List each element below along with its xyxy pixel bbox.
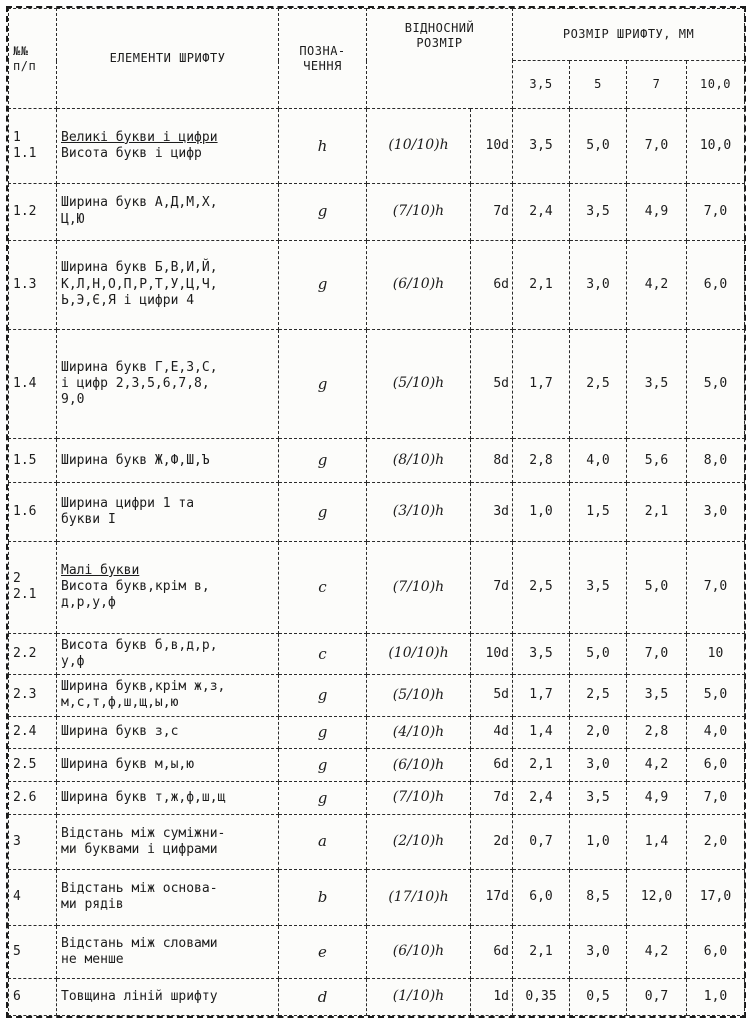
table-row xyxy=(9,240,745,330)
element-description xyxy=(57,183,279,240)
row-number: 5 xyxy=(9,926,57,978)
size-value: 8,0 xyxy=(687,439,745,483)
size-value: 3,5 xyxy=(570,541,627,633)
relative-size-d: 6d xyxy=(471,240,513,330)
designation-symbol: c xyxy=(279,633,367,675)
relative-size: (4/10)h xyxy=(367,716,471,749)
size-value: 7,0 xyxy=(687,782,745,815)
element-description xyxy=(57,814,279,869)
table-row xyxy=(9,109,745,183)
size-value: 0,5 xyxy=(570,978,627,1015)
font-elements-table xyxy=(8,8,745,1016)
element-text: Товщина ліній шрифту xyxy=(61,988,218,1004)
size-value: 4,2 xyxy=(627,240,687,330)
size-value: 2,0 xyxy=(687,814,745,869)
row-number: 1.4 xyxy=(9,330,57,439)
relative-size-d: 1d xyxy=(471,978,513,1015)
designation-symbol: g xyxy=(279,749,367,782)
relative-size: (5/10)h xyxy=(367,330,471,439)
size-value: 2,1 xyxy=(513,240,570,330)
size-value: 4,2 xyxy=(627,926,687,978)
size-value: 3,0 xyxy=(687,482,745,541)
designation-symbol: a xyxy=(279,814,367,869)
element-description xyxy=(57,633,279,675)
table-row xyxy=(9,439,745,483)
size-value: 6,0 xyxy=(687,926,745,978)
size-value: 17,0 xyxy=(687,869,745,926)
row-number: 4 xyxy=(9,869,57,926)
designation-symbol: g xyxy=(279,439,367,483)
size-value: 4,0 xyxy=(687,716,745,749)
relative-size: (8/10)h xyxy=(367,439,471,483)
row-number: 2.3 xyxy=(9,675,57,717)
table-row xyxy=(9,183,745,240)
size-value: 2,1 xyxy=(627,482,687,541)
size-value: 5,0 xyxy=(570,633,627,675)
relative-size-d: 8d xyxy=(471,439,513,483)
row-number: 1.5 xyxy=(9,439,57,483)
size-value: 5,0 xyxy=(627,541,687,633)
header-size-10: 10,0 xyxy=(687,61,745,109)
element-text: Ширина букв Б,В,И,Й, К,Л,Н,О,П,Р,Т,У,Ц,Ч, Ь,Э,Є,Я і цифри 4 xyxy=(61,260,218,308)
size-value: 6,0 xyxy=(687,749,745,782)
element-text: Ширина букв А,Д,М,Х, Ц,Ю xyxy=(61,195,218,227)
size-value: 1,7 xyxy=(513,330,570,439)
size-value: 1,0 xyxy=(570,814,627,869)
header-designation: ПОЗНА- ЧЕННЯ xyxy=(279,9,367,109)
size-value: 10,0 xyxy=(687,109,745,183)
size-value: 0,7 xyxy=(513,814,570,869)
size-value: 2,8 xyxy=(513,439,570,483)
size-value: 4,9 xyxy=(627,183,687,240)
size-value: 2,5 xyxy=(570,675,627,717)
size-value: 3,0 xyxy=(570,240,627,330)
element-text: Ширина букв Ж,Ф,Ш,Ъ xyxy=(61,452,210,468)
element-text: Відстань між основа- ми рядів xyxy=(61,881,218,913)
designation-symbol: e xyxy=(279,926,367,978)
element-description xyxy=(57,869,279,926)
size-value: 1,4 xyxy=(513,716,570,749)
size-value: 2,5 xyxy=(570,330,627,439)
element-text: Ширина букв Г,Е,З,С, і цифр 2,3,5,6,7,8, 9,0 xyxy=(61,359,218,408)
element-description xyxy=(57,240,279,330)
header-size: РОЗМІР ШРИФТУ, ММ xyxy=(513,9,745,61)
element-text: Ширина букв м,ы,ю xyxy=(61,757,195,773)
element-description xyxy=(57,675,279,717)
relative-size-d: 3d xyxy=(471,482,513,541)
size-value: 1,7 xyxy=(513,675,570,717)
size-value: 7,0 xyxy=(627,109,687,183)
element-description xyxy=(57,439,279,483)
size-value: 1,4 xyxy=(627,814,687,869)
size-value: 2,0 xyxy=(570,716,627,749)
size-value: 2,5 xyxy=(513,541,570,633)
size-value: 3,0 xyxy=(570,749,627,782)
element-description xyxy=(57,782,279,815)
table-row xyxy=(9,633,745,675)
size-value: 5,0 xyxy=(687,675,745,717)
size-value: 5,6 xyxy=(627,439,687,483)
size-value: 3,5 xyxy=(570,782,627,815)
header-size-5: 5 xyxy=(570,61,627,109)
size-value: 2,4 xyxy=(513,782,570,815)
designation-symbol: b xyxy=(279,869,367,926)
row-number: 2.5 xyxy=(9,749,57,782)
size-value: 4,0 xyxy=(570,439,627,483)
size-value: 2,1 xyxy=(513,926,570,978)
element-description xyxy=(57,926,279,978)
element-text: Висота букв б,в,д,р, у,ф xyxy=(61,637,218,669)
element-text: Висота букв і цифр xyxy=(61,146,202,162)
designation-symbol: g xyxy=(279,782,367,815)
header-size-7: 7 xyxy=(627,61,687,109)
row-number: 2.6 xyxy=(9,782,57,815)
size-value: 4,9 xyxy=(627,782,687,815)
size-value: 1,0 xyxy=(687,978,745,1015)
table-row xyxy=(9,716,745,749)
row-number: 1.6 xyxy=(9,482,57,541)
element-description xyxy=(57,541,279,633)
size-value: 3,5 xyxy=(627,330,687,439)
designation-symbol: c xyxy=(279,541,367,633)
header-size-3-5: 3,5 xyxy=(513,61,570,109)
designation-symbol: g xyxy=(279,240,367,330)
table-row xyxy=(9,541,745,633)
relative-size-d: 17d xyxy=(471,869,513,926)
size-value: 3,0 xyxy=(570,926,627,978)
element-text: Висота букв,крім в, д,р,у,ф xyxy=(61,579,210,611)
size-value: 7,0 xyxy=(687,541,745,633)
section-title: Великі букви і цифри xyxy=(61,129,218,145)
size-value: 2,1 xyxy=(513,749,570,782)
size-value: 7,0 xyxy=(687,183,745,240)
relative-size: (7/10)h xyxy=(367,541,471,633)
element-text: Ширина букв з,с xyxy=(61,724,179,740)
element-description xyxy=(57,482,279,541)
relative-size: (7/10)h xyxy=(367,183,471,240)
designation-symbol: g xyxy=(279,183,367,240)
size-value: 4,2 xyxy=(627,749,687,782)
table-row xyxy=(9,782,745,815)
section-title: Малі букви xyxy=(61,562,140,578)
row-number: 6 xyxy=(9,978,57,1015)
designation-symbol: d xyxy=(279,978,367,1015)
element-text: Ширина цифри 1 та букви І xyxy=(61,495,195,527)
row-number: 3 xyxy=(9,814,57,869)
element-description xyxy=(57,978,279,1015)
element-text: Ширина букв т,ж,ф,ш,щ xyxy=(61,789,226,805)
size-value: 1,0 xyxy=(513,482,570,541)
table-row xyxy=(9,978,745,1015)
designation-symbol: g xyxy=(279,482,367,541)
size-value: 10 xyxy=(687,633,745,675)
relative-size-d: 10d xyxy=(471,633,513,675)
element-text: Відстань між суміжни- ми буквами і цифрами xyxy=(61,825,226,857)
element-text: Ширина букв,крім ж,з, м,с,т,ф,ш,щ,ы,ю xyxy=(61,679,226,711)
table-row xyxy=(9,675,745,717)
header-num: №№ п/п xyxy=(9,9,57,109)
relative-size-d: 5d xyxy=(471,330,513,439)
header-row xyxy=(9,9,745,61)
relative-size: (6/10)h xyxy=(367,749,471,782)
element-description xyxy=(57,109,279,183)
relative-size-d: 6d xyxy=(471,926,513,978)
element-description xyxy=(57,330,279,439)
relative-size: (6/10)h xyxy=(367,926,471,978)
size-value: 3,5 xyxy=(513,109,570,183)
header-elements: ЕЛЕМЕНТИ ШРИФТУ xyxy=(57,9,279,109)
row-number: 2.2 xyxy=(9,633,57,675)
table-row xyxy=(9,926,745,978)
size-value: 1,5 xyxy=(570,482,627,541)
size-value: 2,4 xyxy=(513,183,570,240)
row-number: 2.4 xyxy=(9,716,57,749)
relative-size-d: 2d xyxy=(471,814,513,869)
relative-size-d: 10d xyxy=(471,109,513,183)
relative-size: (1/10)h xyxy=(367,978,471,1015)
relative-size: (10/10)h xyxy=(367,109,471,183)
element-text: Відстань між словами не менше xyxy=(61,935,218,968)
size-value: 5,0 xyxy=(687,330,745,439)
size-value: 0,7 xyxy=(627,978,687,1015)
table-row xyxy=(9,869,745,926)
size-value: 6,0 xyxy=(687,240,745,330)
table-row xyxy=(9,330,745,439)
designation-symbol: g xyxy=(279,716,367,749)
font-elements-table-sheet xyxy=(6,6,746,1018)
size-value: 6,0 xyxy=(513,869,570,926)
relative-size: (3/10)h xyxy=(367,482,471,541)
designation-symbol: h xyxy=(279,109,367,183)
designation-symbol: g xyxy=(279,675,367,717)
size-value: 3,5 xyxy=(627,675,687,717)
relative-size: (10/10)h xyxy=(367,633,471,675)
relative-size: (2/10)h xyxy=(367,814,471,869)
relative-size: (17/10)h xyxy=(367,869,471,926)
table-row xyxy=(9,814,745,869)
size-value: 2,8 xyxy=(627,716,687,749)
row-number: 2 2.1 xyxy=(9,541,57,633)
table-row xyxy=(9,749,745,782)
size-value: 7,0 xyxy=(627,633,687,675)
element-description xyxy=(57,749,279,782)
relative-size-d: 7d xyxy=(471,782,513,815)
size-value: 0,35 xyxy=(513,978,570,1015)
relative-size: (6/10)h xyxy=(367,240,471,330)
relative-size-d: 7d xyxy=(471,183,513,240)
size-value: 5,0 xyxy=(570,109,627,183)
size-value: 3,5 xyxy=(513,633,570,675)
size-value: 3,5 xyxy=(570,183,627,240)
element-description xyxy=(57,716,279,749)
header-relative: ВІДНОСНИЙ РОЗМІР xyxy=(367,9,513,109)
relative-size: (7/10)h xyxy=(367,782,471,815)
row-number: 1.2 xyxy=(9,183,57,240)
relative-size-d: 6d xyxy=(471,749,513,782)
size-value: 8,5 xyxy=(570,869,627,926)
row-number: 1.3 xyxy=(9,240,57,330)
relative-size-d: 5d xyxy=(471,675,513,717)
relative-size: (5/10)h xyxy=(367,675,471,717)
row-number: 1 1.1 xyxy=(9,109,57,183)
designation-symbol: g xyxy=(279,330,367,439)
size-value: 12,0 xyxy=(627,869,687,926)
table-row xyxy=(9,482,745,541)
relative-size-d: 4d xyxy=(471,716,513,749)
relative-size-d: 7d xyxy=(471,541,513,633)
